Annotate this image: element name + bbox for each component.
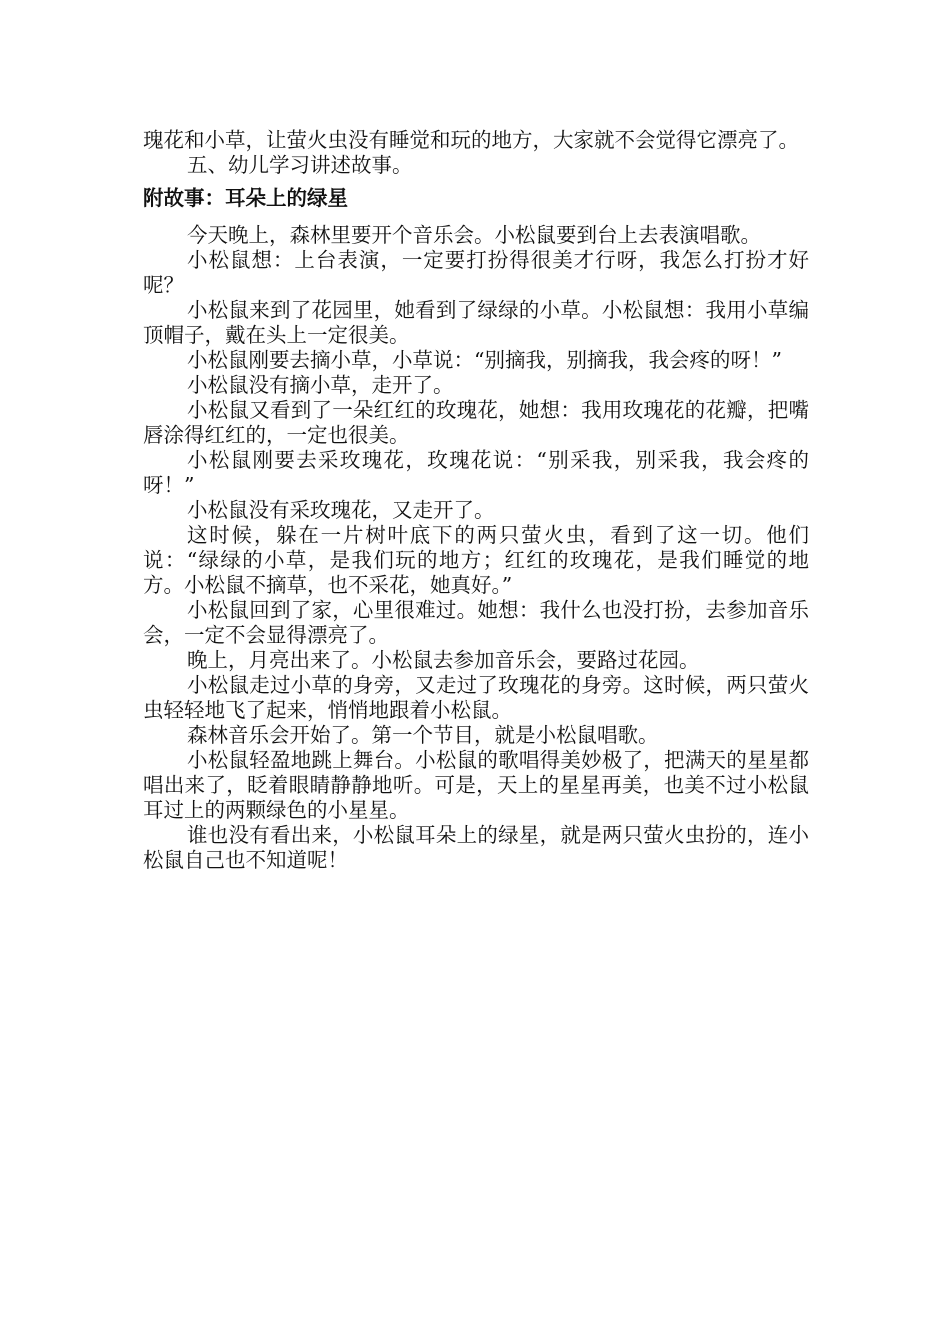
story-paragraph: 小松鼠走过小草的身旁，又走过了玫瑰花的身旁。这时候，两只萤火虫轻轻地飞了起来，悄悄地跟着小松鼠。 bbox=[143, 673, 809, 722]
story-paragraph: 小松鼠刚要去采玫瑰花，玫瑰花说：“别采我，别采我，我会疼的呀！” bbox=[143, 448, 809, 497]
document-page bbox=[143, 128, 809, 873]
intro-paragraph-2: 五、幼儿学习讲述故事。 bbox=[187, 153, 413, 177]
story-paragraph: 今天晚上，森林里要开个音乐会。小松鼠要到台上去表演唱歌。 bbox=[187, 223, 761, 247]
story-paragraph: 小松鼠想：上台表演，一定要打扮得很美才行呀，我怎么打扮才好呢？ bbox=[143, 248, 809, 297]
story-title: 附故事：耳朵上的绿星 bbox=[143, 186, 348, 210]
story-paragraph: 小松鼠没有采玫瑰花，又走开了。 bbox=[187, 498, 495, 522]
story-paragraph: 谁也没有看出来，小松鼠耳朵上的绿星，就是两只萤火虫扮的，连小松鼠自己也不知道呢！ bbox=[143, 823, 809, 872]
story-paragraph: 小松鼠刚要去摘小草，小草说：“别摘我，别摘我，我会疼的呀！” bbox=[187, 348, 782, 372]
story-paragraph: 晚上，月亮出来了。小松鼠去参加音乐会，要路过花园。 bbox=[187, 648, 700, 672]
story-paragraph: 小松鼠没有摘小草，走开了。 bbox=[187, 373, 454, 397]
story-paragraph: 小松鼠又看到了一朵红红的玫瑰花，她想：我用玫瑰花的花瓣，把嘴唇涂得红红的，一定也很美。 bbox=[143, 398, 809, 447]
story-paragraph: 小松鼠回到了家，心里很难过。她想：我什么也没打扮，去参加音乐会，一定不会显得漂亮了。 bbox=[143, 598, 809, 647]
story-paragraph: 这时候，躲在一片树叶底下的两只萤火虫，看到了这一切。他们说：“绿绿的小草，是我们玩的地方；红红的玫瑰花，是我们睡觉的地方。小松鼠不摘草，也不采花，她真好。” bbox=[143, 523, 809, 597]
story-paragraph: 小松鼠来到了花园里，她看到了绿绿的小草。小松鼠想：我用小草编顶帽子，戴在头上一定很美。 bbox=[143, 298, 809, 347]
intro-paragraph-1: 瑰花和小草，让萤火虫没有睡觉和玩的地方，大家就不会觉得它漂亮了。 bbox=[143, 128, 799, 152]
story-paragraph: 小松鼠轻盈地跳上舞台。小松鼠的歌唱得美妙极了，把满天的星星都唱出来了，眨着眼睛静静地听。可是，天上的星星再美，也美不过小松鼠耳过上的两颗绿色的小星星。 bbox=[143, 748, 809, 822]
story-paragraph: 森林音乐会开始了。第一个节目，就是小松鼠唱歌。 bbox=[187, 723, 659, 747]
